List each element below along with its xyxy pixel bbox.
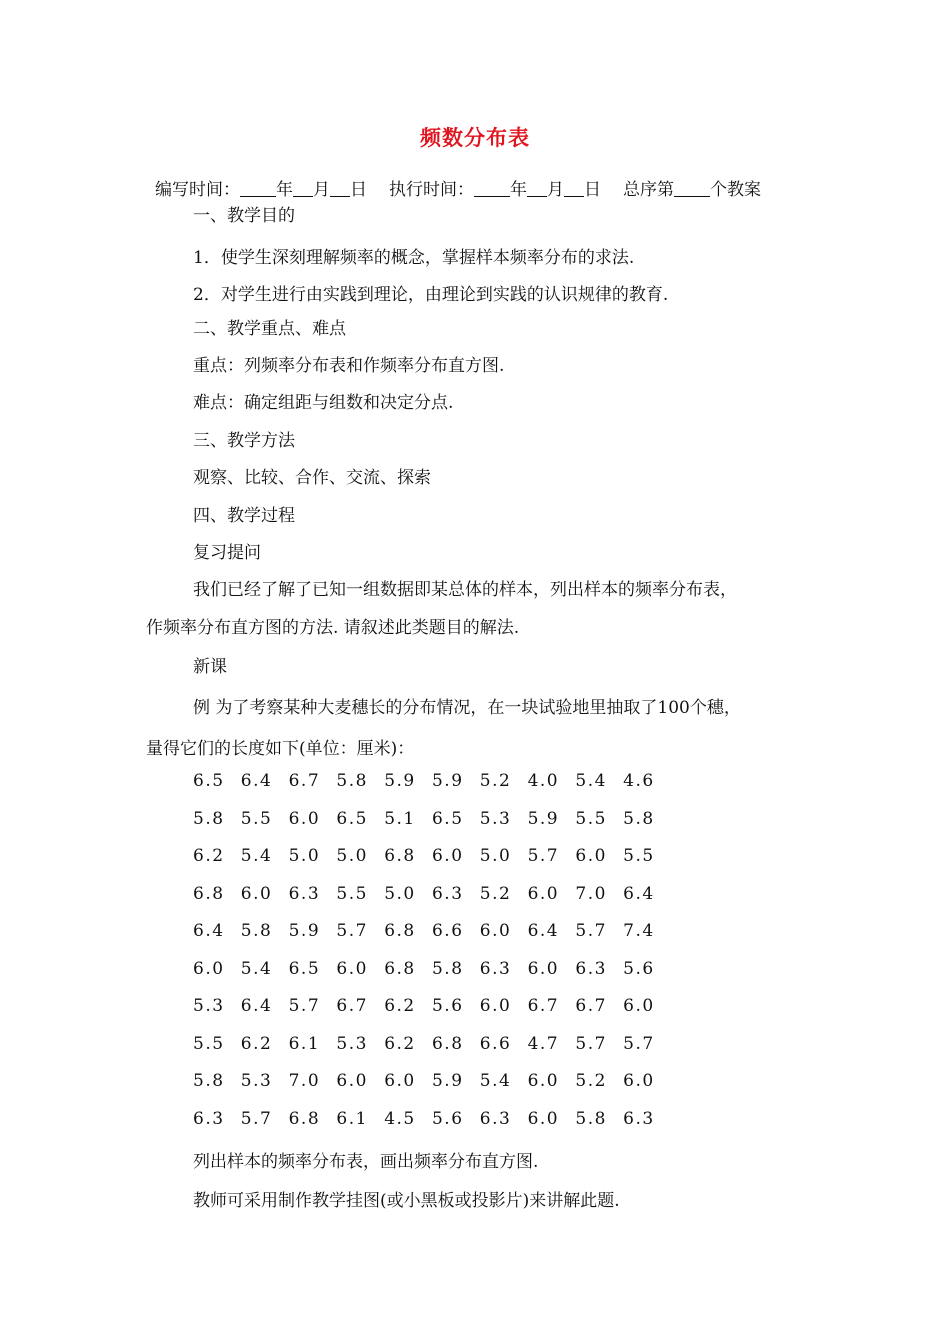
data-cell: 5.4	[479, 1071, 512, 1091]
data-row	[193, 921, 671, 941]
data-cell: 5.8	[623, 808, 655, 829]
data-cell: 5.7	[336, 921, 368, 941]
teacher-note: 教师可采用制作教学挂图(或小黑板或投影片)来讲解此题.	[193, 1191, 620, 1211]
data-cell: 5.7	[527, 846, 560, 866]
data-cell: 6.0	[193, 958, 225, 979]
data-cell: 6.3	[623, 1108, 655, 1129]
data-cell: 5.2	[479, 883, 512, 904]
data-cell: 5.3	[479, 808, 512, 829]
data-cell: 5.3	[240, 1071, 273, 1091]
data-cell: 4.5	[384, 1108, 416, 1129]
total-blank	[674, 178, 710, 197]
data-cell: 5.6	[431, 996, 464, 1016]
data-cell: 6.0	[623, 1071, 655, 1091]
data-row	[193, 1034, 671, 1054]
data-cell: 6.0	[623, 996, 655, 1016]
data-cell: 5.5	[193, 1033, 225, 1054]
data-cell: 6.6	[479, 1033, 512, 1054]
data-cell: 5.5	[336, 883, 368, 904]
page-title: 频数分布表	[420, 125, 530, 150]
write-day-blank	[330, 178, 350, 197]
data-cell: 6.0	[240, 883, 273, 904]
data-cell: 5.9	[527, 808, 560, 829]
header-meta-line	[155, 175, 761, 200]
data-cell: 5.8	[193, 1071, 225, 1091]
data-cell: 5.6	[431, 1108, 464, 1129]
data-cell: 6.3	[193, 1108, 225, 1129]
data-cell: 6.1	[288, 1033, 321, 1054]
data-cell: 6.3	[431, 883, 464, 904]
data-cell: 5.8	[336, 771, 368, 791]
total-prefix-label: 总序第	[623, 180, 674, 200]
data-cell: 5.0	[336, 846, 368, 866]
data-cell: 6.4	[527, 921, 560, 941]
data-cell: 7.0	[575, 883, 607, 904]
data-cell: 6.0	[384, 1071, 416, 1091]
data-row	[193, 1109, 671, 1129]
exec-year-label: 年	[510, 180, 527, 200]
data-cell: 6.0	[479, 921, 512, 941]
exec-day-blank	[564, 178, 584, 197]
data-cell: 5.6	[623, 958, 655, 979]
data-cell: 6.0	[431, 846, 464, 866]
data-cell: 5.9	[431, 1071, 464, 1091]
data-cell: 5.0	[479, 846, 512, 866]
data-cell: 6.0	[527, 958, 560, 979]
data-cell: 6.5	[288, 958, 321, 979]
data-cell: 5.9	[288, 921, 321, 941]
data-cell: 6.0	[527, 883, 560, 904]
data-cell: 6.0	[527, 1108, 560, 1129]
data-cell: 5.9	[384, 771, 416, 791]
data-cell: 7.0	[288, 1071, 321, 1091]
data-cell: 4.7	[527, 1033, 560, 1054]
data-cell: 6.3	[288, 883, 321, 904]
data-row	[193, 1071, 671, 1091]
data-row	[193, 809, 671, 829]
data-cell: 5.8	[575, 1108, 607, 1129]
exec-day-label: 日	[584, 180, 601, 200]
data-cell: 6.6	[431, 921, 464, 941]
exec-month-label: 月	[547, 180, 564, 200]
exec-month-blank	[527, 178, 547, 197]
section-heading-keypoints: 二、教学重点、难点	[193, 319, 346, 339]
data-cell: 4.0	[527, 771, 560, 791]
data-cell: 5.3	[193, 996, 225, 1016]
data-cell: 5.5	[240, 808, 273, 829]
data-cell: 6.4	[623, 883, 655, 904]
write-year-label: 年	[276, 180, 293, 200]
difficulty-item: 难点：确定组距与组数和决定分点.	[193, 393, 454, 413]
data-cell: 5.8	[193, 808, 225, 829]
goal-item-2: 2．对学生进行由实践到理论，由理论到实践的认识规律的教育.	[193, 285, 669, 305]
data-cell: 6.5	[193, 771, 225, 791]
data-cell: 6.4	[240, 996, 273, 1016]
data-cell: 6.8	[193, 883, 225, 904]
data-cell: 6.0	[575, 846, 607, 866]
section-heading-goals: 一、教学目的	[193, 206, 295, 226]
data-cell: 5.3	[336, 1033, 368, 1054]
data-cell: 6.0	[336, 958, 368, 979]
data-cell: 6.7	[575, 996, 607, 1016]
data-cell: 6.5	[336, 808, 368, 829]
data-cell: 5.8	[431, 958, 464, 979]
task-text: 列出样本的频率分布表，画出频率分布直方图.	[193, 1152, 539, 1172]
data-cell: 6.8	[384, 958, 416, 979]
data-cell: 5.2	[575, 1071, 607, 1091]
data-cell: 5.5	[623, 846, 655, 866]
data-cell: 6.8	[288, 1108, 321, 1129]
data-cell: 5.1	[384, 808, 416, 829]
write-time-label: 编写时间：	[155, 180, 240, 200]
data-cell: 5.4	[575, 771, 607, 791]
data-cell: 6.0	[527, 1071, 560, 1091]
data-cell: 6.3	[575, 958, 607, 979]
data-cell: 5.7	[623, 1033, 655, 1054]
data-cell: 5.5	[575, 808, 607, 829]
data-cell: 6.1	[336, 1108, 368, 1129]
goal-item-1: 1．使学生深刻理解频率的概念，掌握样本频率分布的求法.	[193, 248, 635, 268]
data-cell: 6.7	[288, 771, 321, 791]
data-cell: 5.2	[479, 771, 512, 791]
total-suffix-label: 个教案	[710, 180, 761, 200]
data-cell: 5.8	[240, 921, 273, 941]
example-line-1: 例 为了考察某种大麦穗长的分布情况，在一块试验地里抽取了100个穗，	[193, 698, 741, 718]
write-month-blank	[293, 178, 313, 197]
data-cell: 6.3	[479, 1108, 512, 1129]
exec-time-label: 执行时间：	[389, 180, 474, 200]
data-cell: 5.7	[575, 1033, 607, 1054]
write-day-label: 日	[350, 180, 367, 200]
data-cell: 5.0	[288, 846, 321, 866]
data-cell: 5.4	[240, 846, 273, 866]
data-cell: 6.8	[384, 921, 416, 941]
exec-year-blank	[474, 178, 510, 197]
data-cell: 6.2	[384, 996, 416, 1016]
data-cell: 6.2	[384, 1033, 416, 1054]
data-cell: 4.6	[623, 771, 655, 791]
data-row	[193, 996, 671, 1016]
data-cell: 5.7	[575, 921, 607, 941]
data-cell: 6.0	[336, 1071, 368, 1091]
data-row	[193, 959, 671, 979]
keypoint-item: 重点：列频率分布表和作频率分布直方图.	[193, 356, 505, 376]
example-line-2: 量得它们的长度如下(单位：厘米)：	[146, 739, 415, 759]
data-row	[193, 884, 671, 904]
data-cell: 6.3	[479, 958, 512, 979]
section-heading-process: 四、教学过程	[193, 506, 295, 526]
data-cell: 6.8	[431, 1033, 464, 1054]
section-heading-methods: 三、教学方法	[193, 431, 295, 451]
review-heading: 复习提问	[193, 543, 261, 563]
new-lesson-heading: 新课	[193, 657, 227, 677]
data-cell: 6.2	[240, 1033, 273, 1054]
data-cell: 6.0	[288, 808, 321, 829]
methods-text: 观察、比较、合作、交流、探索	[193, 468, 431, 488]
write-year-blank	[240, 178, 276, 197]
data-cell: 5.0	[384, 883, 416, 904]
data-row	[193, 846, 671, 866]
data-cell: 6.5	[431, 808, 464, 829]
data-cell: 6.7	[336, 996, 368, 1016]
data-cell: 6.4	[240, 771, 273, 791]
data-cell: 5.9	[431, 771, 464, 791]
data-cell: 5.7	[240, 1108, 273, 1129]
data-cell: 6.4	[193, 921, 225, 941]
review-paragraph-line-1: 我们已经了解了已知一组数据即某总体的样本，列出样本的频率分布表，	[193, 580, 737, 600]
data-cell: 7.4	[623, 921, 655, 941]
data-cell: 6.8	[384, 846, 416, 866]
data-cell: 6.2	[193, 846, 225, 866]
data-row	[193, 771, 671, 791]
data-cell: 6.7	[527, 996, 560, 1016]
review-paragraph-line-2: 作频率分布直方图的方法. 请叙述此类题目的解法.	[146, 618, 520, 638]
data-cell: 5.4	[240, 958, 273, 979]
write-month-label: 月	[313, 180, 330, 200]
data-cell: 6.0	[479, 996, 512, 1016]
data-cell: 5.7	[288, 996, 321, 1016]
